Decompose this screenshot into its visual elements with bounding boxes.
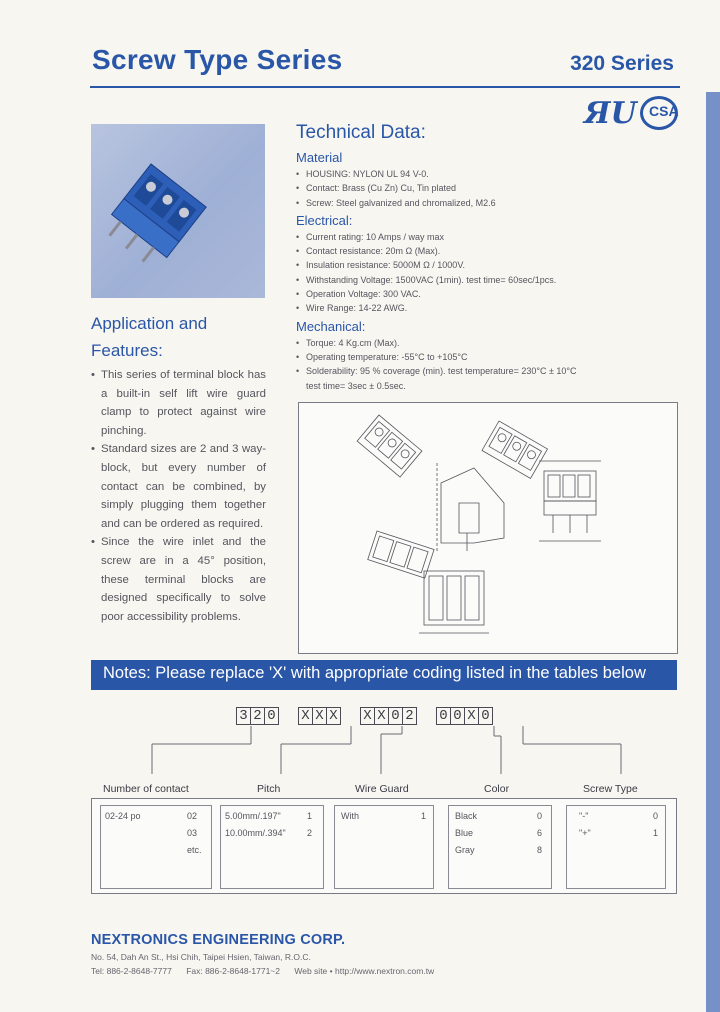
color-box xyxy=(448,805,552,889)
application-section xyxy=(91,310,266,626)
code-digit: 2 xyxy=(402,707,417,725)
ul-certification-icon: ЯU xyxy=(584,96,637,131)
product-photo xyxy=(91,124,265,298)
screw-type-key: 1 xyxy=(653,828,659,838)
color-key: 6 xyxy=(537,828,543,838)
code-digit: X xyxy=(464,707,479,725)
code-digit: 2 xyxy=(250,707,265,725)
code-digit: 0 xyxy=(264,707,279,725)
list-item: • Solderability: 95 % coverage (min). test temperature= 230°C ± 10°C xyxy=(296,364,696,378)
list-item: • Current rating: 10 Amps / way max xyxy=(296,230,696,244)
technical-heading: Technical Data: xyxy=(296,122,426,143)
header-pitch: Pitch xyxy=(257,783,281,795)
contacts-range: 02-24 po xyxy=(105,811,141,821)
code-digit: 0 xyxy=(436,707,451,725)
terminal-block-image xyxy=(91,124,265,298)
list-item: • Standard sizes are 2 and 3 way-block, but every number of contact can be combined, by simply plugging them together and can be ordered as required. xyxy=(91,440,266,533)
mechanical-list xyxy=(296,336,696,393)
screw-type-value: "+" xyxy=(579,828,591,838)
list-item: • This series of terminal block has a built-in self lift wire guard clamp to protect against wire pinching. xyxy=(91,366,266,440)
contacts-box xyxy=(100,805,212,889)
list-item: • Wire Range: 14-22 AWG. xyxy=(296,301,696,315)
list-item: • Insulation resistance: 5000M Ω / 1000V. xyxy=(296,258,696,272)
color-value: Black xyxy=(455,811,478,821)
code-digit: 0 xyxy=(388,707,403,725)
code-digit: X xyxy=(312,707,327,725)
list-item: • Torque: 4 Kg.cm (Max). xyxy=(296,336,696,350)
code-digit: 0 xyxy=(450,707,465,725)
header-rule xyxy=(90,86,680,88)
material-list xyxy=(296,167,696,210)
list-item: • Since the wire inlet and the screw are in a 45° position, these terminal blocks are designed specifically to solve poor accessibility problems. xyxy=(91,533,266,626)
pitch-value: 5.00mm/.197" xyxy=(225,811,281,821)
application-heading: Application and xyxy=(91,314,208,333)
series-label: 320 Series xyxy=(570,52,674,75)
pitch-value: 10.00mm/.394" xyxy=(225,828,286,838)
pitch-key: 2 xyxy=(307,828,313,838)
list-item-continuation: test time= 3sec ± 0.5sec. xyxy=(306,380,406,391)
website-link[interactable]: Web site • http://www.nextron.com.tw xyxy=(294,966,435,976)
fax: Fax: 886-2-8648-1771~2 xyxy=(186,966,280,976)
pitch-box xyxy=(220,805,324,889)
features-list xyxy=(91,366,266,626)
list-item: • Contact: Brass (Cu Zn) Cu, Tin plated xyxy=(296,181,696,195)
list-item: • HOUSING: NYLON UL 94 V-0. xyxy=(296,167,696,181)
technical-data-section xyxy=(296,122,696,393)
pitch-key: 1 xyxy=(307,811,313,821)
code-leader-lines xyxy=(91,724,677,784)
code-digit: X xyxy=(374,707,389,725)
code-digit: 3 xyxy=(236,707,251,725)
wire-guard-box xyxy=(334,805,434,889)
header-screw-type: Screw Type xyxy=(583,783,638,795)
code-group-pitch xyxy=(360,707,416,725)
dimension-drawing-image xyxy=(299,403,677,653)
contacts-code: 02 xyxy=(187,811,198,821)
code-digit: X xyxy=(360,707,375,725)
mechanical-heading: Mechanical: xyxy=(296,318,366,334)
color-value: Blue xyxy=(455,828,474,838)
company-contact xyxy=(91,966,446,976)
code-digit: 0 xyxy=(478,707,493,725)
company-name: NEXTRONICS ENGINEERING CORP. xyxy=(91,932,346,948)
color-value: Gray xyxy=(455,845,475,855)
technical-drawing xyxy=(298,402,678,654)
code-table xyxy=(91,798,677,894)
screw-type-value: "-" xyxy=(579,811,589,821)
screw-type-key: 0 xyxy=(653,811,659,821)
company-address: No. 54, Dah An St., Hsi Chih, Taipei Hsien, Taiwan, R.O.C. xyxy=(91,952,311,962)
list-item: • Screw: Steel galvanized and chromalized, M2.6 xyxy=(296,196,696,210)
color-key: 0 xyxy=(537,811,543,821)
screw-type-box xyxy=(566,805,666,889)
telephone: Tel: 886-2-8648-7777 xyxy=(91,966,172,976)
part-number-code xyxy=(236,707,512,725)
right-edge-strip xyxy=(706,92,720,1012)
wire-guard-value: With xyxy=(341,811,359,821)
material-heading: Material xyxy=(296,150,343,165)
code-group-options xyxy=(436,707,492,725)
contacts-code: 03 xyxy=(187,828,198,838)
notes-banner: Notes: Please replace 'X' with appropriate coding listed in the tables below xyxy=(91,660,677,690)
header-contacts: Number of contact xyxy=(103,783,189,795)
electrical-heading: Electrical: xyxy=(296,212,353,228)
code-group-series xyxy=(236,707,278,725)
code-table-headers xyxy=(91,783,677,797)
features-heading: Features: xyxy=(91,341,163,360)
code-digit: X xyxy=(326,707,341,725)
wire-guard-key: 1 xyxy=(421,811,427,821)
list-item: • Operation Voltage: 300 VAC. xyxy=(296,287,696,301)
color-key: 8 xyxy=(537,845,543,855)
electrical-list xyxy=(296,230,696,316)
header-wire-guard: Wire Guard xyxy=(355,783,409,795)
code-digit: X xyxy=(298,707,313,725)
contacts-code: etc. xyxy=(187,845,202,855)
list-item: • Contact resistance: 20m Ω (Max). xyxy=(296,244,696,258)
list-item: • Withstanding Voltage: 1500VAC (1min). test time= 60sec/1pcs. xyxy=(296,273,696,287)
list-item: • Operating temperature: -55°C to +105°C xyxy=(296,350,696,364)
csa-label: CSA xyxy=(649,103,679,119)
page-title: Screw Type Series xyxy=(92,44,343,75)
code-group-contacts xyxy=(298,707,340,725)
header-color: Color xyxy=(484,783,510,795)
